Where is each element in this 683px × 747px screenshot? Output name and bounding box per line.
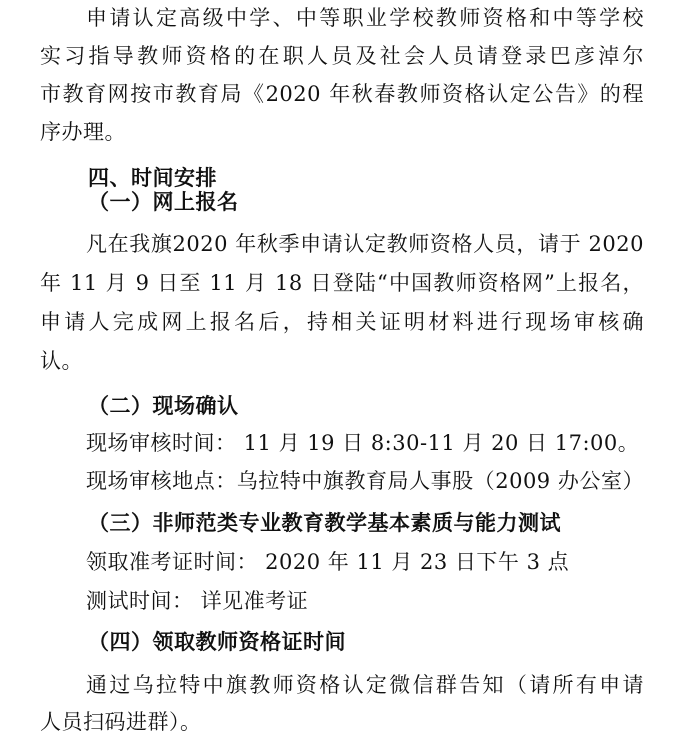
subsection-3-title: （三）非师范类专业教育教学基本素质与能力测试 xyxy=(88,510,561,535)
subsection-4-title: （四）领取教师资格证时间 xyxy=(88,629,346,654)
sub2-line-2: 现场审核地点：乌拉特中旗教育局人事股（2009 办公室） xyxy=(86,469,644,493)
subsection-1-title: （一）网上报名 xyxy=(88,189,239,214)
subsection-2-title: （二）现场确认 xyxy=(88,393,239,418)
sub1-line-2: 年 11 月 9 日至 11 月 18 日登陆“中国教师资格网”上报名， xyxy=(40,271,644,295)
sub3-line-2: 测试时间： 详见准考证 xyxy=(86,589,309,613)
intro-line-3: 市教育网按市教育局《2020 年秋春教师资格认定公告》的程 xyxy=(40,82,644,106)
intro-line-2: 实习指导教师资格的在职人员及社会人员请登录巴彦淖尔 xyxy=(40,44,644,68)
sub4-line-2: 人员扫码进群）。 xyxy=(40,710,202,734)
intro-line-4: 序办理。 xyxy=(40,120,126,144)
sub3-line-1: 领取准考证时间： 2020 年 11 月 23 日下午 3 点 xyxy=(86,550,570,574)
sub4-line-1: 通过乌拉特中旗教师资格认定微信群告知（请所有申请 xyxy=(86,673,644,697)
sub1-line-4: 认。 xyxy=(40,349,83,373)
section-4-title: 四、时间安排 xyxy=(88,165,217,190)
intro-line-1: 申请认定高级中学、中等职业学校教师资格和中等学校 xyxy=(86,6,644,30)
sub1-line-1: 凡在我旗2020 年秋季申请认定教师资格人员，请于 2020 xyxy=(86,232,644,256)
sub1-line-3: 申请人完成网上报名后，持相关证明材料进行现场审核确 xyxy=(40,310,644,334)
sub2-line-1: 现场审核时间： 11 月 19 日 8:30-11 月 20 日 17:00。 xyxy=(86,431,640,455)
